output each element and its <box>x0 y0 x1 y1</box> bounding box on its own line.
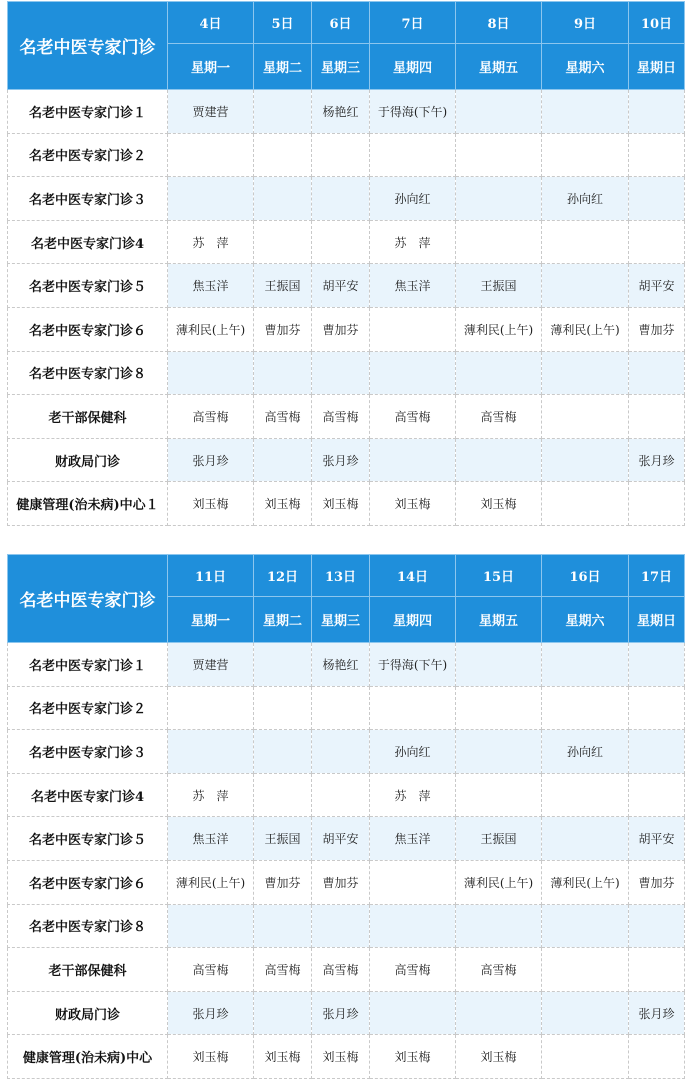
doctor-cell <box>370 991 456 1035</box>
doctor-cell <box>456 991 542 1035</box>
weekday-header: 星期三 <box>312 597 370 643</box>
doctor-cell: 焦玉洋 <box>370 264 456 308</box>
doctor-cell: 王振国 <box>254 817 312 861</box>
doctor-cell: 高雪梅 <box>168 395 254 439</box>
table-row <box>8 133 685 177</box>
doctor-cell: 王振国 <box>456 817 542 861</box>
doctor-cell <box>312 730 370 774</box>
doctor-cell <box>456 904 542 948</box>
doctor-cell <box>542 686 629 730</box>
date-header: 10日 <box>629 2 685 44</box>
doctor-cell <box>456 773 542 817</box>
schedule-table-week-2 <box>7 554 685 1079</box>
weekday-header: 星期四 <box>370 44 456 90</box>
doctor-cell: 张月珍 <box>168 438 254 482</box>
doctor-cell <box>542 133 629 177</box>
doctor-cell: 苏 萍 <box>168 773 254 817</box>
doctor-cell: 薄利民(上午) <box>542 860 629 904</box>
doctor-cell: 刘玉梅 <box>312 1035 370 1079</box>
doctor-cell <box>254 686 312 730</box>
doctor-cell <box>456 686 542 730</box>
table-row <box>8 1035 685 1079</box>
doctor-cell <box>312 686 370 730</box>
doctor-cell: 刘玉梅 <box>370 482 456 526</box>
clinic-label: 名老中医专家门诊１ <box>8 90 168 134</box>
doctor-cell: 薄利民(上午) <box>456 307 542 351</box>
doctor-cell: 张月珍 <box>312 438 370 482</box>
doctor-cell <box>254 177 312 221</box>
doctor-cell <box>542 90 629 134</box>
doctor-cell: 高雪梅 <box>456 948 542 992</box>
doctor-cell <box>629 351 685 395</box>
doctor-cell <box>456 90 542 134</box>
clinic-label: 老干部保健科 <box>8 948 168 992</box>
doctor-cell <box>542 438 629 482</box>
doctor-cell: 胡平安 <box>312 264 370 308</box>
clinic-label: 名老中医专家门诊５ <box>8 264 168 308</box>
clinic-label: 名老中医专家门诊３ <box>8 730 168 774</box>
doctor-cell <box>168 351 254 395</box>
weekday-header: 星期三 <box>312 44 370 90</box>
doctor-cell: 于得海(下午) <box>370 643 456 687</box>
doctor-cell <box>456 438 542 482</box>
weekday-header: 星期五 <box>456 44 542 90</box>
doctor-cell: 张月珍 <box>629 438 685 482</box>
clinic-label: 名老中医专家门诊4 <box>8 773 168 817</box>
doctor-cell: 于得海(下午) <box>370 90 456 134</box>
doctor-cell: 贾建营 <box>168 90 254 134</box>
doctor-cell: 刘玉梅 <box>456 1035 542 1079</box>
doctor-cell: 曹加芬 <box>254 307 312 351</box>
doctor-cell <box>168 686 254 730</box>
doctor-cell: 薄利民(上午) <box>168 307 254 351</box>
table-row <box>8 90 685 134</box>
clinic-label: 名老中医专家门诊１ <box>8 643 168 687</box>
doctor-cell: 刘玉梅 <box>312 482 370 526</box>
doctor-cell <box>629 482 685 526</box>
doctor-cell <box>629 177 685 221</box>
schedule-table-week-1 <box>7 1 685 526</box>
doctor-cell: 焦玉洋 <box>168 264 254 308</box>
clinic-label: 名老中医专家门诊８ <box>8 904 168 948</box>
doctor-cell <box>629 643 685 687</box>
doctor-cell: 高雪梅 <box>168 948 254 992</box>
date-header: 11日 <box>168 555 254 597</box>
table-row <box>8 220 685 264</box>
doctor-cell <box>254 438 312 482</box>
clinic-label: 财政局门诊 <box>8 991 168 1035</box>
doctor-cell <box>254 991 312 1035</box>
date-header: 15日 <box>456 555 542 597</box>
date-header-row <box>8 555 685 597</box>
weekday-header: 星期四 <box>370 597 456 643</box>
doctor-cell <box>629 395 685 439</box>
clinic-label: 名老中医专家门诊８ <box>8 351 168 395</box>
date-header: 5日 <box>254 2 312 44</box>
table-row <box>8 773 685 817</box>
doctor-cell <box>629 686 685 730</box>
doctor-cell: 苏 萍 <box>168 220 254 264</box>
clinic-label: 名老中医专家门诊２ <box>8 686 168 730</box>
doctor-cell <box>456 177 542 221</box>
doctor-cell <box>254 133 312 177</box>
doctor-cell: 高雪梅 <box>370 395 456 439</box>
doctor-cell: 曹加芬 <box>629 860 685 904</box>
doctor-cell: 薄利民(上午) <box>168 860 254 904</box>
doctor-cell <box>542 948 629 992</box>
doctor-cell <box>542 1035 629 1079</box>
doctor-cell <box>629 1035 685 1079</box>
doctor-cell: 孙向红 <box>542 177 629 221</box>
weekday-header: 星期六 <box>542 44 629 90</box>
date-header: 14日 <box>370 555 456 597</box>
doctor-cell <box>629 133 685 177</box>
doctor-cell: 苏 萍 <box>370 773 456 817</box>
clinic-label: 财政局门诊 <box>8 438 168 482</box>
doctor-cell <box>312 773 370 817</box>
doctor-cell <box>456 133 542 177</box>
doctor-cell <box>542 991 629 1035</box>
doctor-cell <box>312 904 370 948</box>
date-header-row <box>8 2 685 44</box>
doctor-cell <box>312 133 370 177</box>
doctor-cell: 胡平安 <box>629 264 685 308</box>
doctor-cell <box>254 220 312 264</box>
doctor-cell: 胡平安 <box>312 817 370 861</box>
date-header: 6日 <box>312 2 370 44</box>
doctor-cell <box>629 948 685 992</box>
doctor-cell <box>542 264 629 308</box>
doctor-cell: 刘玉梅 <box>168 1035 254 1079</box>
doctor-cell: 高雪梅 <box>254 948 312 992</box>
clinic-label: 名老中医专家门诊4 <box>8 220 168 264</box>
doctor-cell <box>629 730 685 774</box>
doctor-cell: 王振国 <box>254 264 312 308</box>
table-row <box>8 395 685 439</box>
date-header: 12日 <box>254 555 312 597</box>
clinic-label: 健康管理(治未病)中心１ <box>8 482 168 526</box>
doctor-cell: 刘玉梅 <box>456 482 542 526</box>
doctor-cell: 高雪梅 <box>254 395 312 439</box>
doctor-cell <box>542 220 629 264</box>
doctor-cell <box>456 351 542 395</box>
table-row <box>8 351 685 395</box>
table-title: 名老中医专家门诊 <box>8 555 168 643</box>
doctor-cell: 张月珍 <box>168 991 254 1035</box>
doctor-cell: 高雪梅 <box>370 948 456 992</box>
weekday-header: 星期一 <box>168 44 254 90</box>
table-row <box>8 643 685 687</box>
date-header: 4日 <box>168 2 254 44</box>
doctor-cell <box>254 351 312 395</box>
doctor-cell: 胡平安 <box>629 817 685 861</box>
table-row <box>8 991 685 1035</box>
doctor-cell <box>629 904 685 948</box>
doctor-cell <box>456 643 542 687</box>
doctor-cell: 曹加芬 <box>254 860 312 904</box>
clinic-label: 名老中医专家门诊６ <box>8 307 168 351</box>
doctor-cell: 刘玉梅 <box>254 1035 312 1079</box>
doctor-cell <box>370 860 456 904</box>
table-row <box>8 438 685 482</box>
table-row <box>8 482 685 526</box>
doctor-cell: 杨艳红 <box>312 90 370 134</box>
doctor-cell: 薄利民(上午) <box>542 307 629 351</box>
doctor-cell <box>312 177 370 221</box>
doctor-cell <box>370 686 456 730</box>
doctor-cell: 曹加芬 <box>629 307 685 351</box>
table-row <box>8 177 685 221</box>
doctor-cell <box>370 438 456 482</box>
weekday-header: 星期二 <box>254 597 312 643</box>
doctor-cell <box>542 395 629 439</box>
doctor-cell <box>370 133 456 177</box>
doctor-cell: 高雪梅 <box>456 395 542 439</box>
doctor-cell <box>542 904 629 948</box>
doctor-cell: 孙向红 <box>370 730 456 774</box>
table-row <box>8 307 685 351</box>
doctor-cell <box>370 307 456 351</box>
date-header: 17日 <box>629 555 685 597</box>
table-row <box>8 730 685 774</box>
doctor-cell <box>370 351 456 395</box>
doctor-cell <box>168 904 254 948</box>
doctor-cell: 苏 萍 <box>370 220 456 264</box>
clinic-label: 名老中医专家门诊３ <box>8 177 168 221</box>
doctor-cell: 薄利民(上午) <box>456 860 542 904</box>
doctor-cell <box>254 643 312 687</box>
doctor-cell <box>254 730 312 774</box>
doctor-cell <box>312 220 370 264</box>
weekday-header: 星期日 <box>629 44 685 90</box>
doctor-cell: 曹加芬 <box>312 860 370 904</box>
table-row <box>8 817 685 861</box>
doctor-cell: 刘玉梅 <box>370 1035 456 1079</box>
clinic-label: 老干部保健科 <box>8 395 168 439</box>
weekday-header: 星期六 <box>542 597 629 643</box>
table-row <box>8 860 685 904</box>
table-row <box>8 904 685 948</box>
doctor-cell <box>629 90 685 134</box>
doctor-cell: 刘玉梅 <box>254 482 312 526</box>
doctor-cell: 焦玉洋 <box>370 817 456 861</box>
doctor-cell <box>542 817 629 861</box>
doctor-cell: 贾建营 <box>168 643 254 687</box>
weekday-header: 星期二 <box>254 44 312 90</box>
doctor-cell: 曹加芬 <box>312 307 370 351</box>
doctor-cell: 焦玉洋 <box>168 817 254 861</box>
doctor-cell: 高雪梅 <box>312 948 370 992</box>
doctor-cell: 张月珍 <box>312 991 370 1035</box>
clinic-label: 名老中医专家门诊５ <box>8 817 168 861</box>
table-title: 名老中医专家门诊 <box>8 2 168 90</box>
table-row <box>8 264 685 308</box>
weekday-header: 星期日 <box>629 597 685 643</box>
clinic-label: 名老中医专家门诊６ <box>8 860 168 904</box>
doctor-cell: 高雪梅 <box>312 395 370 439</box>
weekday-header: 星期五 <box>456 597 542 643</box>
clinic-label: 健康管理(治未病)中心 <box>8 1035 168 1079</box>
date-header: 9日 <box>542 2 629 44</box>
table-row <box>8 948 685 992</box>
doctor-cell <box>456 730 542 774</box>
doctor-cell: 刘玉梅 <box>168 482 254 526</box>
date-header: 8日 <box>456 2 542 44</box>
doctor-cell <box>168 177 254 221</box>
date-header: 7日 <box>370 2 456 44</box>
doctor-cell <box>629 220 685 264</box>
doctor-cell <box>254 773 312 817</box>
doctor-cell <box>254 90 312 134</box>
doctor-cell <box>456 220 542 264</box>
doctor-cell: 王振国 <box>456 264 542 308</box>
doctor-cell <box>254 904 312 948</box>
doctor-cell <box>168 730 254 774</box>
doctor-cell <box>542 482 629 526</box>
weekday-header: 星期一 <box>168 597 254 643</box>
doctor-cell <box>168 133 254 177</box>
doctor-cell: 孙向红 <box>542 730 629 774</box>
doctor-cell <box>629 773 685 817</box>
doctor-cell <box>542 351 629 395</box>
doctor-cell: 孙向红 <box>370 177 456 221</box>
clinic-label: 名老中医专家门诊２ <box>8 133 168 177</box>
table-row <box>8 686 685 730</box>
doctor-cell: 杨艳红 <box>312 643 370 687</box>
date-header: 13日 <box>312 555 370 597</box>
date-header: 16日 <box>542 555 629 597</box>
doctor-cell <box>542 773 629 817</box>
doctor-cell <box>312 351 370 395</box>
doctor-cell <box>542 643 629 687</box>
doctor-cell <box>370 904 456 948</box>
doctor-cell: 张月珍 <box>629 991 685 1035</box>
